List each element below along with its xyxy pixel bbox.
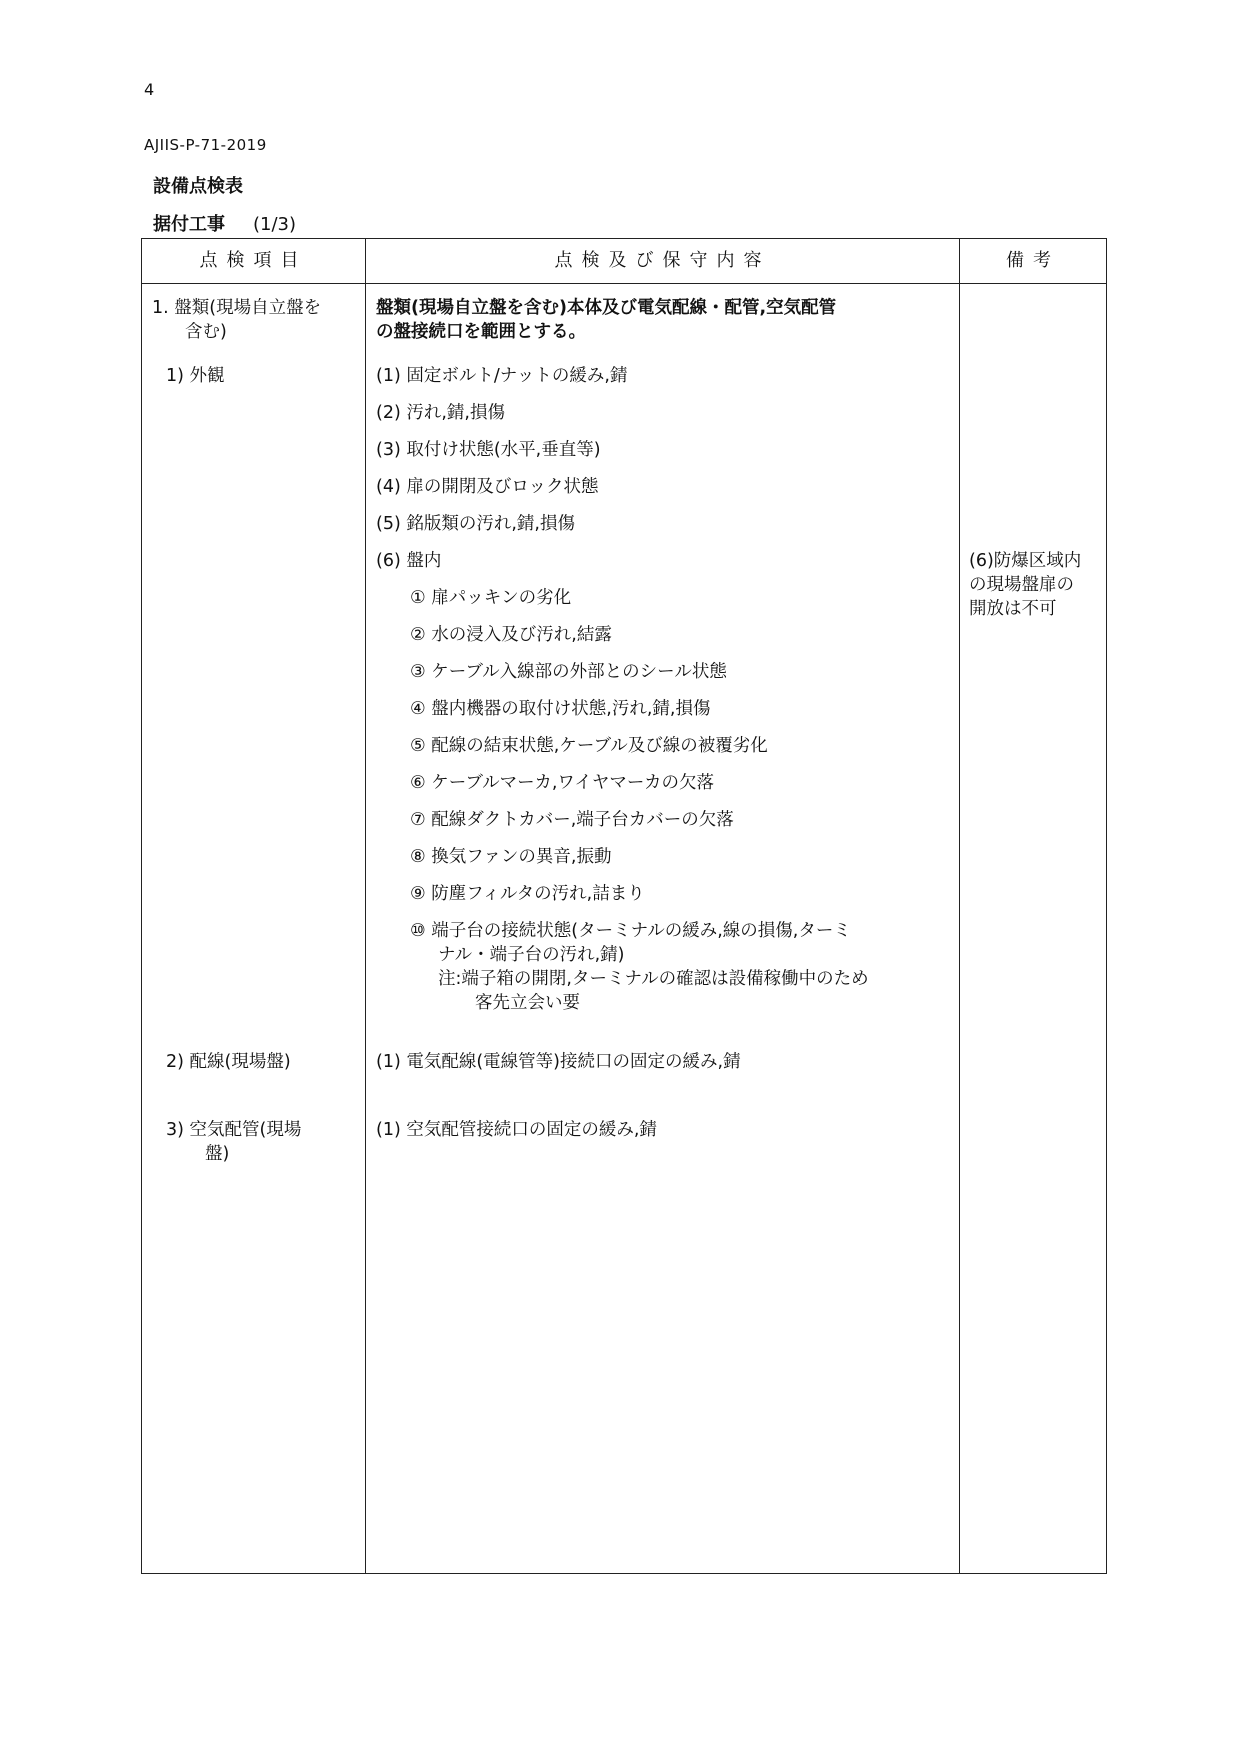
sub-check-item: ⑥ ケーブルマーカ,ワイヤマーカの欠落 [410, 773, 715, 793]
remark-line-3: 開放は不可 [969, 599, 1057, 619]
scope-line-2: の盤接続口を範囲とする。 [376, 322, 586, 342]
check-item: (3) 取付け状態(水平,垂直等) [376, 440, 601, 460]
sub-check-10-note-line-2: 客先立会い要 [475, 993, 580, 1013]
section-title [153, 210, 296, 236]
air-pipe-check-item: (1) 空気配管接続口の固定の緩み,錆 [376, 1120, 657, 1140]
sub-check-10-line-2: ナル・端子台の汚れ,錆) [438, 945, 625, 965]
check-item: (5) 銘版類の汚れ,錆,損傷 [376, 514, 575, 534]
header-inspection-item: 点検項目 [199, 250, 308, 271]
sub-check-item: ② 水の浸入及び汚れ,結露 [410, 625, 612, 645]
category-line-1: 1. 盤類(現場自立盤を [152, 298, 322, 318]
header-inspection-content: 点検及び保守内容 [554, 250, 771, 271]
remark-line-1: (6)防爆区域内 [969, 551, 1082, 571]
sub-check-item: ① 扉パッキンの劣化 [410, 588, 572, 608]
sub-check-item: ⑦ 配線ダクトカバー,端子台カバーの欠落 [410, 810, 734, 830]
header-divider [141, 283, 1107, 284]
inspection-table [141, 238, 1107, 1574]
sub-check-10-line-1: ⑩ 端子台の接続状態(ターミナルの緩み,線の損傷,ターミ [410, 921, 851, 941]
wiring-check-item: (1) 電気配線(電線管等)接続口の固定の緩み,錆 [376, 1052, 741, 1072]
sub-check-item: ⑤ 配線の結束状態,ケーブル及び線の被覆劣化 [410, 736, 768, 756]
category-line-2: 含む) [185, 322, 227, 342]
section-title-text: 据付工事 [153, 214, 225, 235]
item-air-piping-line-2: 盤) [205, 1144, 230, 1164]
item-wiring: 2) 配線(現場盤) [166, 1052, 291, 1072]
sub-check-10-note-line-1: 注:端子箱の開閉,ターミナルの確認は設備稼働中のため [438, 969, 869, 989]
check-item: (6) 盤内 [376, 551, 442, 571]
column-divider-remarks [959, 238, 960, 1574]
sub-check-item: ⑨ 防塵フィルタの汚れ,詰まり [410, 884, 645, 904]
sub-check-item: ⑧ 換気ファンの異音,振動 [410, 847, 612, 867]
section-page-part: (1/3) [253, 214, 297, 235]
check-item: (1) 固定ボルト/ナットの緩み,錆 [376, 366, 628, 386]
page-number: 4 [144, 80, 155, 99]
check-item: (4) 扉の開閉及びロック状態 [376, 477, 599, 497]
remark-line-2: の現場盤扉の [969, 575, 1074, 595]
item-appearance: 1) 外観 [166, 366, 225, 386]
header-remarks: 備考 [1006, 250, 1060, 271]
check-item: (2) 汚れ,錆,損傷 [376, 403, 505, 423]
sub-check-item: ④ 盤内機器の取付け状態,汚れ,錆,損傷 [410, 699, 711, 719]
column-divider-item [365, 238, 366, 1574]
document-code: AJIIS-P-71-2019 [144, 136, 267, 154]
sub-check-item: ③ ケーブル入線部の外部とのシール状態 [410, 662, 727, 682]
item-air-piping-line-1: 3) 空気配管(現場 [166, 1120, 302, 1140]
scope-line-1: 盤類(現場自立盤を含む)本体及び電気配線・配管,空気配管 [376, 298, 837, 318]
document-title: 設備点検表 [153, 176, 243, 197]
